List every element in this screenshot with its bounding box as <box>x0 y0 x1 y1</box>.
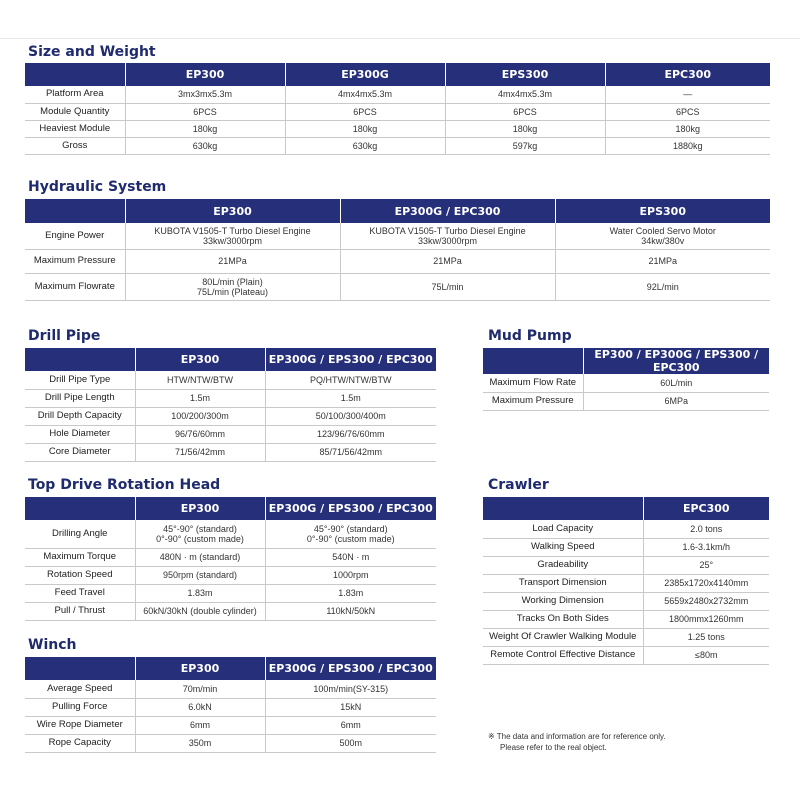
table-row <box>25 734 436 752</box>
table-row <box>25 425 436 443</box>
column-header: EP300 <box>135 657 265 680</box>
table-row <box>25 584 436 602</box>
table-row <box>25 566 436 584</box>
cell-value: 1.83m <box>265 584 436 602</box>
header-blank-cell <box>25 63 125 86</box>
row-label: Tracks On Both Sides <box>483 610 643 628</box>
cell-value: PQ/HTW/NTW/BTW <box>265 371 436 389</box>
table-row <box>483 592 769 610</box>
cell-value: 6PCS <box>445 103 605 120</box>
cell-value: 630kg <box>125 137 285 154</box>
cell-value: 15kN <box>265 698 436 716</box>
cell-value: 480N · m (standard) <box>135 548 265 566</box>
table-row <box>25 137 770 154</box>
cell-value: 110kN/50kN <box>265 602 436 620</box>
column-header: EP300G <box>285 63 445 86</box>
cell-value: KUBOTA V1505-T Turbo Diesel Engine 33kw/3000rpm <box>125 223 340 249</box>
row-label: Maximum Flowrate <box>25 273 125 300</box>
cell-value: 2385x1720x4140mm <box>643 574 769 592</box>
cell-value: 6mm <box>135 716 265 734</box>
table-row <box>483 392 769 410</box>
cell-value: 180kg <box>605 120 770 137</box>
row-label: Feed Travel <box>25 584 135 602</box>
table-row <box>25 698 436 716</box>
header-blank-cell <box>483 348 583 374</box>
row-label: Drilling Angle <box>25 520 135 548</box>
table-row <box>25 602 436 620</box>
cell-value: 597kg <box>445 137 605 154</box>
table-row <box>25 120 770 137</box>
cell-value: 96/76/60mm <box>135 425 265 443</box>
cell-value: 80L/min (Plain) 75L/min (Plateau) <box>125 273 340 300</box>
row-label: Engine Power <box>25 223 125 249</box>
row-label: Transport Dimension <box>483 574 643 592</box>
cell-value: 1800mmx1260mm <box>643 610 769 628</box>
cell-value: 75L/min <box>340 273 555 300</box>
cell-value: 1.6-3.1km/h <box>643 538 769 556</box>
table-row <box>25 548 436 566</box>
table-row <box>25 443 436 461</box>
cell-value: 92L/min <box>555 273 770 300</box>
column-header: EP300 <box>125 63 285 86</box>
row-label: Core Diameter <box>25 443 135 461</box>
column-header: EP300G / EPS300 / EPC300 <box>265 497 436 520</box>
cell-value: 50/100/300/400m <box>265 407 436 425</box>
row-label: Drill Depth Capacity <box>25 407 135 425</box>
cell-value: 3mx3mx5.3m <box>125 86 285 103</box>
cell-value: 25° <box>643 556 769 574</box>
header-blank-cell <box>25 199 125 223</box>
column-header: EP300G / EPC300 <box>340 199 555 223</box>
table-row <box>25 371 436 389</box>
row-label: Gross <box>25 137 125 154</box>
column-header: EPC300 <box>643 497 769 520</box>
row-label: Gradeability <box>483 556 643 574</box>
cell-value: 1.83m <box>135 584 265 602</box>
cell-value: 540N · m <box>265 548 436 566</box>
cell-value: 45°-90° (standard) 0°-90° (custom made) <box>265 520 436 548</box>
cell-value: KUBOTA V1505-T Turbo Diesel Engine 33kw/3000rpm <box>340 223 555 249</box>
table-row <box>483 520 769 538</box>
table-row <box>25 273 770 300</box>
row-label: Pull / Thrust <box>25 602 135 620</box>
table-row <box>25 249 770 273</box>
top-drive-table <box>25 497 436 621</box>
reference-note <box>488 731 666 753</box>
cell-value: 180kg <box>445 120 605 137</box>
table-row <box>25 716 436 734</box>
table-row <box>25 103 770 120</box>
cell-value: 123/96/76/60mm <box>265 425 436 443</box>
section-title-crawler: Crawler <box>488 477 549 493</box>
cell-value: 5659x2480x2732mm <box>643 592 769 610</box>
cell-value: 6PCS <box>285 103 445 120</box>
row-label: Walking Speed <box>483 538 643 556</box>
table-row <box>25 520 436 548</box>
cell-value: 21MPa <box>555 249 770 273</box>
cell-value: 6PCS <box>125 103 285 120</box>
table-row <box>483 556 769 574</box>
cell-value: 6MPa <box>583 392 769 410</box>
row-label: Drill Pipe Length <box>25 389 135 407</box>
row-label: Heaviest Module <box>25 120 125 137</box>
section-title-hydraulic: Hydraulic System <box>28 179 167 195</box>
cell-value: — <box>605 86 770 103</box>
row-label: Maximum Pressure <box>25 249 125 273</box>
row-label: Weight Of Crawler Walking Module <box>483 628 643 646</box>
mud-pump-table <box>483 348 769 411</box>
section-title-winch: Winch <box>28 637 77 653</box>
section-title-top-drive: Top Drive Rotation Head <box>28 477 221 493</box>
row-label: Drill Pipe Type <box>25 371 135 389</box>
cell-value: 60kN/30kN (double cylinder) <box>135 602 265 620</box>
cell-value: HTW/NTW/BTW <box>135 371 265 389</box>
column-header: EP300 <box>125 199 340 223</box>
cell-value: 4mx4mx5.3m <box>445 86 605 103</box>
table-row <box>483 628 769 646</box>
table-row <box>25 223 770 249</box>
cell-value: 60L/min <box>583 374 769 392</box>
hydraulic-table <box>25 199 770 301</box>
row-label: Maximum Pressure <box>483 392 583 410</box>
cell-value: 21MPa <box>125 249 340 273</box>
row-label: Rotation Speed <box>25 566 135 584</box>
cell-value: 21MPa <box>340 249 555 273</box>
size-weight-table <box>25 63 770 155</box>
cell-value: Water Cooled Servo Motor 34kw/380v <box>555 223 770 249</box>
column-header: EPS300 <box>555 199 770 223</box>
cell-value: ≤80m <box>643 646 769 664</box>
column-header: EP300G / EPS300 / EPC300 <box>265 657 436 680</box>
note-line-1: ※ The data and information are for reference only. <box>488 732 666 741</box>
table-row <box>25 407 436 425</box>
cell-value: 4mx4mx5.3m <box>285 86 445 103</box>
section-title-size-weight: Size and Weight <box>28 44 156 60</box>
cell-value: 630kg <box>285 137 445 154</box>
cell-value: 70m/min <box>135 680 265 698</box>
table-row <box>483 574 769 592</box>
row-label: Hole Diameter <box>25 425 135 443</box>
table-row <box>483 610 769 628</box>
table-row <box>25 680 436 698</box>
header-blank-cell <box>25 657 135 680</box>
column-header: EP300G / EPS300 / EPC300 <box>265 348 436 371</box>
cell-value: 500m <box>265 734 436 752</box>
cell-value: 1880kg <box>605 137 770 154</box>
cell-value: 6mm <box>265 716 436 734</box>
cell-value: 1.5m <box>135 389 265 407</box>
row-label: Platform Area <box>25 86 125 103</box>
row-label: Maximum Torque <box>25 548 135 566</box>
cell-value: 6PCS <box>605 103 770 120</box>
top-divider <box>0 38 800 39</box>
cell-value: 6.0kN <box>135 698 265 716</box>
cell-value: 1.5m <box>265 389 436 407</box>
cell-value: 85/71/56/42mm <box>265 443 436 461</box>
section-title-drill-pipe: Drill Pipe <box>28 328 101 344</box>
cell-value: 1.25 tons <box>643 628 769 646</box>
row-label: Maximum Flow Rate <box>483 374 583 392</box>
table-row <box>25 86 770 103</box>
table-row <box>483 374 769 392</box>
table-row <box>483 646 769 664</box>
row-label: Module Quantity <box>25 103 125 120</box>
header-blank-cell <box>25 497 135 520</box>
row-label: Wire Rope Diameter <box>25 716 135 734</box>
section-title-mud-pump: Mud Pump <box>488 328 572 344</box>
column-header: EP300 <box>135 348 265 371</box>
row-label: Pulling Force <box>25 698 135 716</box>
cell-value: 180kg <box>285 120 445 137</box>
winch-table <box>25 657 436 753</box>
column-header: EP300 / EP300G / EPS300 / EPC300 <box>583 348 769 374</box>
note-line-2: Please refer to the real object. <box>500 743 607 752</box>
row-label: Working Dimension <box>483 592 643 610</box>
column-header: EPC300 <box>605 63 770 86</box>
row-label: Remote Control Effective Distance <box>483 646 643 664</box>
drill-pipe-table <box>25 348 436 462</box>
header-blank-cell <box>483 497 643 520</box>
cell-value: 1000rpm <box>265 566 436 584</box>
row-label: Rope Capacity <box>25 734 135 752</box>
crawler-table <box>483 497 769 665</box>
cell-value: 100m/min(SY-315) <box>265 680 436 698</box>
row-label: Load Capacity <box>483 520 643 538</box>
cell-value: 100/200/300m <box>135 407 265 425</box>
table-row <box>483 538 769 556</box>
cell-value: 2.0 tons <box>643 520 769 538</box>
header-blank-cell <box>25 348 135 371</box>
cell-value: 180kg <box>125 120 285 137</box>
row-label: Average Speed <box>25 680 135 698</box>
table-row <box>25 389 436 407</box>
cell-value: 71/56/42mm <box>135 443 265 461</box>
column-header: EP300 <box>135 497 265 520</box>
cell-value: 45°-90° (standard) 0°-90° (custom made) <box>135 520 265 548</box>
cell-value: 350m <box>135 734 265 752</box>
column-header: EPS300 <box>445 63 605 86</box>
cell-value: 950rpm (standard) <box>135 566 265 584</box>
